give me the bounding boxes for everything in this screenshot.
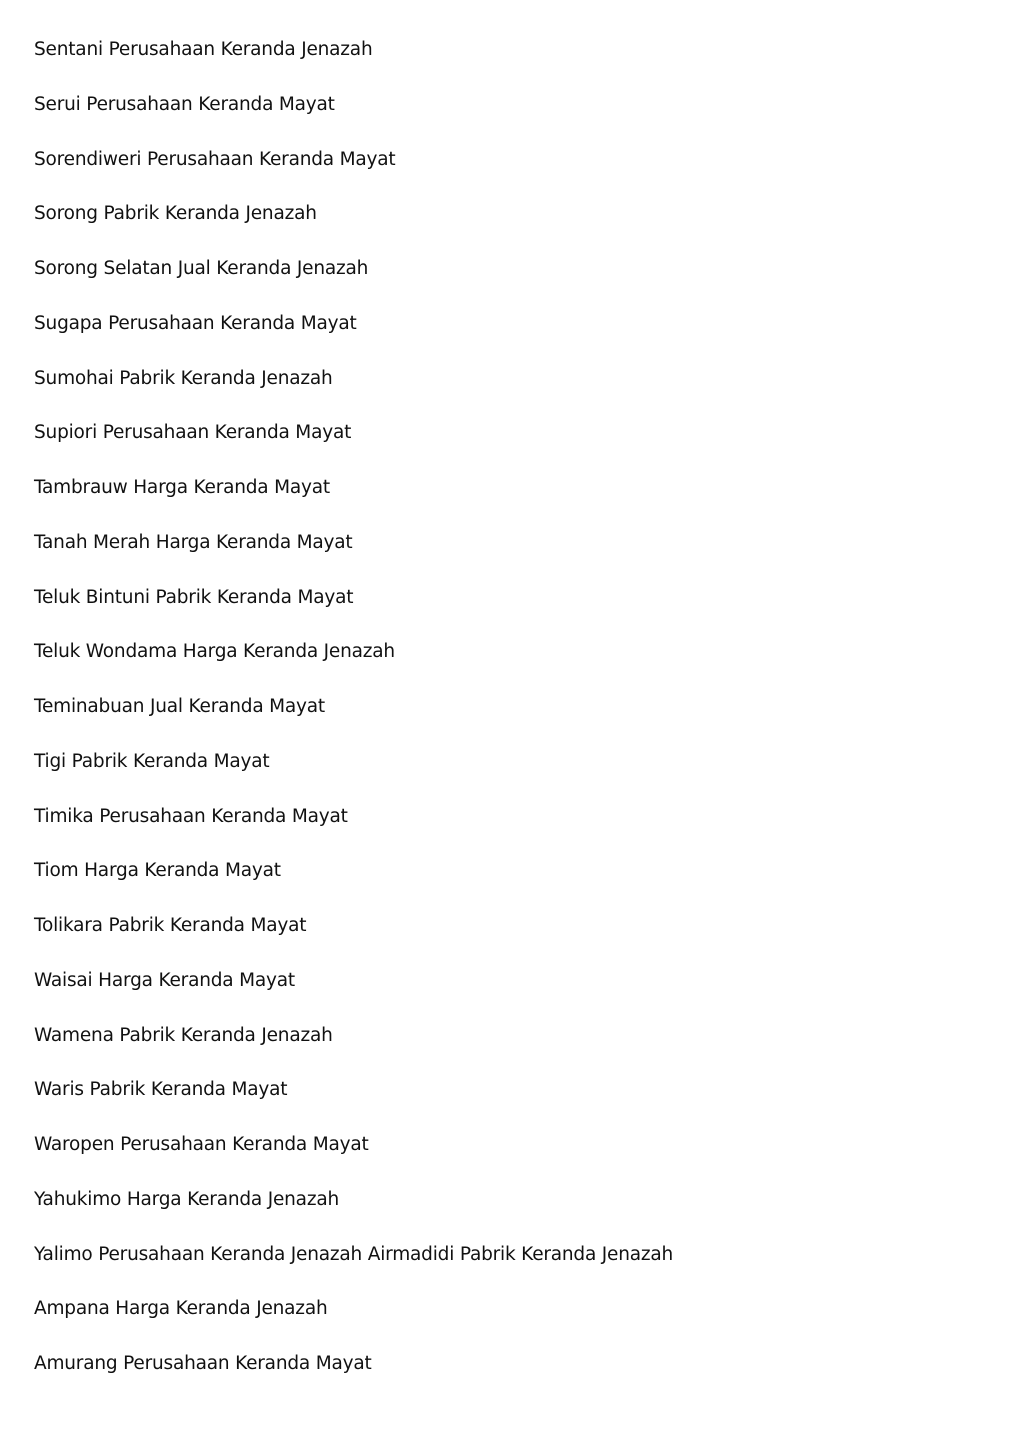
text-line: Tanah Merah Harga Keranda Mayat — [34, 531, 353, 553]
text-line: Supiori Perusahaan Keranda Mayat — [34, 422, 352, 444]
text-line: Yalimo Perusahaan Keranda Jenazah Airmadidi Pabrik Keranda Jenazah — [34, 1243, 674, 1265]
text-line: Teluk Wondama Harga Keranda Jenazah — [34, 641, 395, 663]
text-line: Serui Perusahaan Keranda Mayat — [34, 93, 335, 115]
text-line: Sorong Pabrik Keranda Jenazah — [34, 203, 317, 225]
text-line: Sorong Selatan Jual Keranda Jenazah — [34, 258, 369, 279]
text-line: Teluk Bintuni Pabrik Keranda Mayat — [34, 586, 354, 608]
text-line: Tigi Pabrik Keranda Mayat — [34, 750, 270, 772]
text-line: Waris Pabrik Keranda Mayat — [34, 1079, 288, 1101]
text-line: Ampana Harga Keranda Jenazah — [34, 1298, 328, 1320]
text-line: Yahukimo Harga Keranda Jenazah — [34, 1188, 339, 1210]
text-line: Sentani Perusahaan Keranda Jenazah — [34, 39, 373, 60]
text-line: Wamena Pabrik Keranda Jenazah — [34, 1024, 333, 1046]
text-line: Teminabuan Jual Keranda Mayat — [34, 696, 325, 717]
text-line: Tambrauw Harga Keranda Mayat — [34, 477, 330, 498]
text-line: Timika Perusahaan Keranda Mayat — [34, 805, 348, 827]
text-line: Tolikara Pabrik Keranda Mayat — [34, 915, 307, 936]
text-line: Waisai Harga Keranda Mayat — [34, 969, 295, 991]
text-line: Waropen Perusahaan Keranda Mayat — [34, 1134, 369, 1155]
text-line: Sugapa Perusahaan Keranda Mayat — [34, 312, 357, 334]
text-line: Tiom Harga Keranda Mayat — [34, 860, 281, 882]
text-line: Amurang Perusahaan Keranda Mayat — [34, 1353, 372, 1374]
text-line: Sorendiweri Perusahaan Keranda Mayat — [34, 148, 396, 170]
document-text-list — [34, 36, 673, 1405]
text-line: Sumohai Pabrik Keranda Jenazah — [34, 367, 333, 389]
